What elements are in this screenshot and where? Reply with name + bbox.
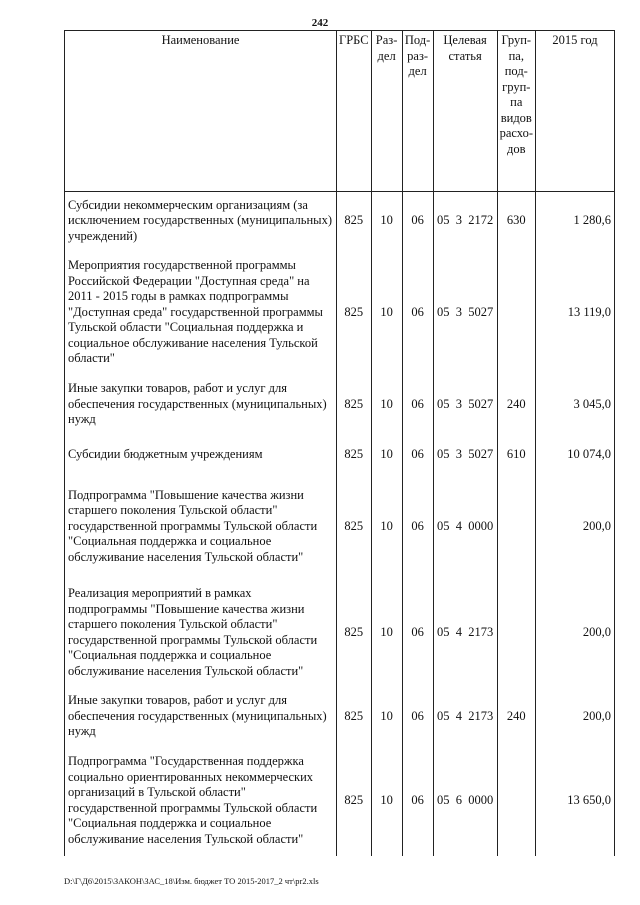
- row-section: 10: [371, 192, 402, 250]
- row-section: 10: [371, 376, 402, 434]
- row-group: [497, 250, 535, 376]
- table-row: [65, 476, 615, 578]
- file-path-footer: D:\Г\Д6\2015\ЗАКОН\ЗАС_18\Изм. бюджет ТО 2015-2017_2 чт\pr2.xls: [64, 876, 319, 886]
- row-grbs: 825: [337, 578, 372, 688]
- row-subsection: 06: [402, 688, 433, 746]
- row-amount: 200,0: [535, 476, 614, 578]
- row-grbs: 825: [337, 376, 372, 434]
- row-grbs: 825: [337, 746, 372, 856]
- row-target: 05 3 5027: [433, 250, 497, 376]
- row-target: 05 3 5027: [433, 376, 497, 434]
- header-section: Раз- дел: [371, 31, 402, 192]
- row-section: 10: [371, 746, 402, 856]
- row-group: [497, 746, 535, 856]
- row-subsection: 06: [402, 192, 433, 250]
- row-subsection: 06: [402, 434, 433, 476]
- row-subsection: 06: [402, 746, 433, 856]
- row-group: [497, 476, 535, 578]
- row-grbs: 825: [337, 688, 372, 746]
- row-target: 05 4 0000: [433, 476, 497, 578]
- row-target: 05 3 2172: [433, 192, 497, 250]
- row-target: 05 6 0000: [433, 746, 497, 856]
- row-subsection: 06: [402, 476, 433, 578]
- table-row: [65, 376, 615, 434]
- row-subsection: 06: [402, 250, 433, 376]
- row-subsection: 06: [402, 376, 433, 434]
- row-section: 10: [371, 688, 402, 746]
- row-amount: 3 045,0: [535, 376, 614, 434]
- row-amount: 13 119,0: [535, 250, 614, 376]
- row-amount: 200,0: [535, 688, 614, 746]
- row-name: Мероприятия государственной программы Российской Федерации "Доступная среда" на 2011 - 2015 годы в рамках подпрограммы "Доступная среда" государственной программы Тульской области "Социальная поддержка и социальное обслуживание населения Тульской области": [65, 250, 337, 376]
- header-year: 2015 год: [535, 31, 614, 192]
- row-group: 240: [497, 376, 535, 434]
- row-name: Субсидии бюджетным учреждениям: [65, 434, 337, 476]
- row-name: Иные закупки товаров, работ и услуг для обеспечения государственных (муниципальных) нужд: [65, 376, 337, 434]
- table-row: [65, 688, 615, 746]
- row-group: 610: [497, 434, 535, 476]
- header-target: Целевая статья: [433, 31, 497, 192]
- row-group: 240: [497, 688, 535, 746]
- row-section: 10: [371, 476, 402, 578]
- row-name: Реализация мероприятий в рамках подпрограммы "Повышение качества жизни старшего поколения Тульской области" государственной программы Тульской области "Социальная поддержка и социальное обслуживание населения Тульской области": [65, 578, 337, 688]
- row-name: Субсидии некоммерческим организациям (за исключением государственных (муниципальных) учреждений): [65, 192, 337, 250]
- table-row: [65, 434, 615, 476]
- row-grbs: 825: [337, 476, 372, 578]
- header-subsection: Под- раз- дел: [402, 31, 433, 192]
- table-row: [65, 746, 615, 856]
- header-row: [65, 31, 615, 192]
- row-group: 630: [497, 192, 535, 250]
- row-grbs: 825: [337, 250, 372, 376]
- table-row: [65, 578, 615, 688]
- page-number: 242: [311, 17, 329, 29]
- row-name: Иные закупки товаров, работ и услуг для обеспечения государственных (муниципальных) нужд: [65, 688, 337, 746]
- table-row: [65, 192, 615, 250]
- row-amount: 10 074,0: [535, 434, 614, 476]
- header-name: Наименование: [65, 31, 337, 192]
- row-amount: 200,0: [535, 578, 614, 688]
- header-group: Груп- па, под- груп- па видов расхо- дов: [497, 31, 535, 192]
- row-name: Подпрограмма "Государственная поддержка социально ориентированных некоммерческих организаций в Тульской области" государственной программы Тульской области "Социальная поддержка и социальное обслуживание населения Тульской области": [65, 746, 337, 856]
- row-name: Подпрограмма "Повышение качества жизни старшего поколения Тульской области" государственной программы Тульской области "Социальная поддержка и социальное обслуживание населения Тульской области": [65, 476, 337, 578]
- row-subsection: 06: [402, 578, 433, 688]
- row-section: 10: [371, 250, 402, 376]
- row-grbs: 825: [337, 434, 372, 476]
- row-grbs: 825: [337, 192, 372, 250]
- header-grbs: ГРБС: [337, 31, 372, 192]
- row-amount: 13 650,0: [535, 746, 614, 856]
- row-amount: 1 280,6: [535, 192, 614, 250]
- row-group: [497, 578, 535, 688]
- row-section: 10: [371, 434, 402, 476]
- row-target: 05 3 5027: [433, 434, 497, 476]
- table-row: [65, 250, 615, 376]
- row-target: 05 4 2173: [433, 688, 497, 746]
- budget-table: [64, 30, 615, 856]
- row-section: 10: [371, 578, 402, 688]
- row-target: 05 4 2173: [433, 578, 497, 688]
